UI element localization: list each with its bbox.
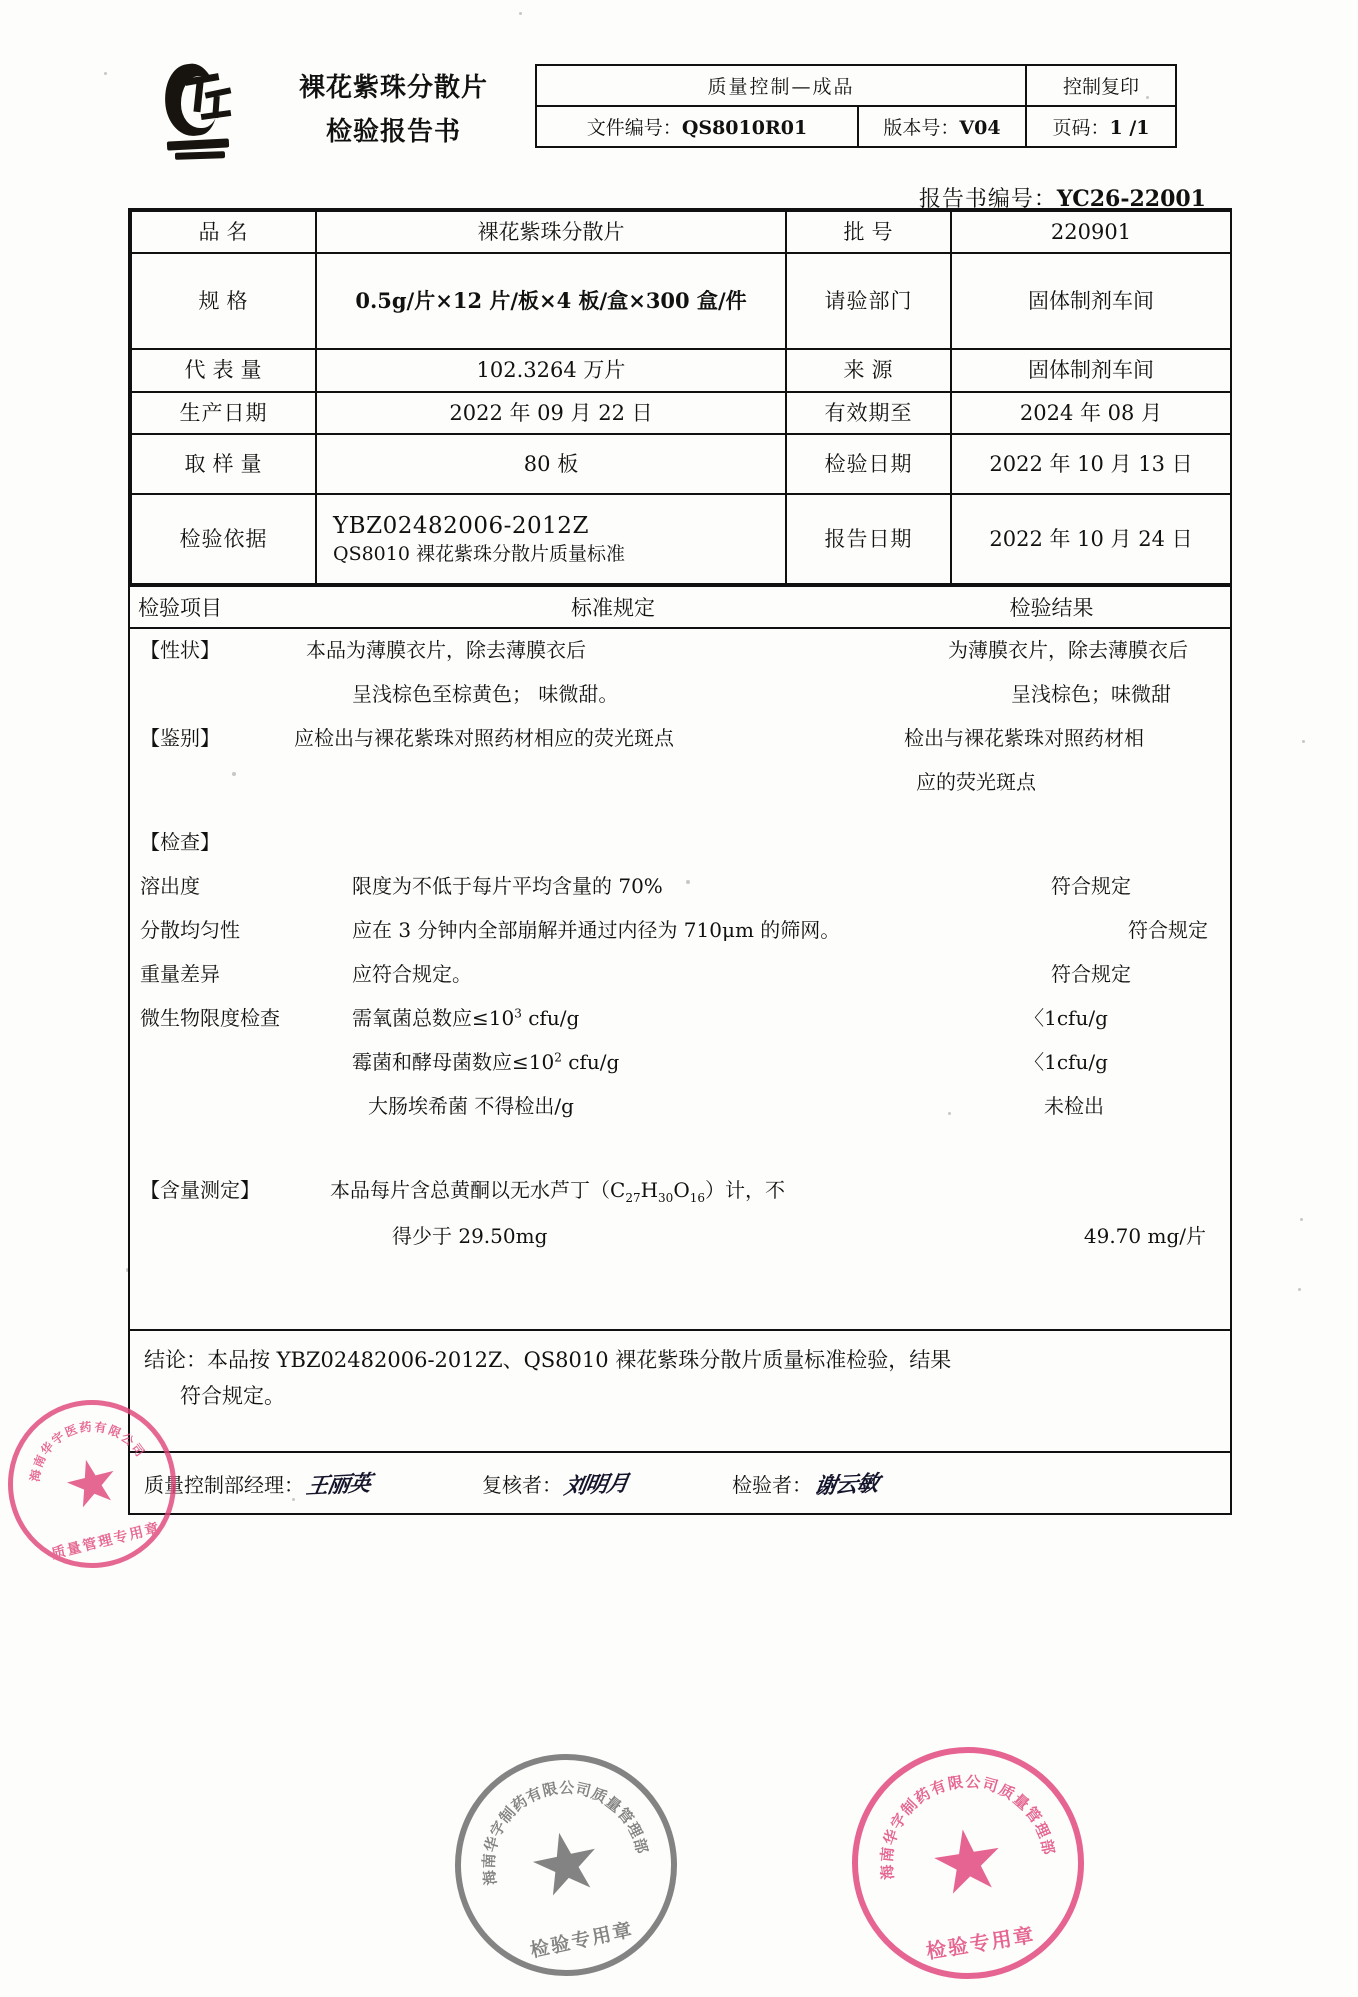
result-row-microbial-aerobic bbox=[130, 1003, 1230, 1033]
assay-formula-sub1: 27 bbox=[625, 1191, 641, 1206]
version-cell bbox=[858, 106, 1026, 147]
info-row-basis bbox=[131, 494, 1231, 584]
identification-item-label: 【鉴别】 bbox=[140, 726, 220, 751]
weight-variation-standard: 应符合规定。 bbox=[352, 962, 472, 987]
info-row-product bbox=[131, 211, 1231, 253]
expiry-value: 2024 年 08 月 bbox=[951, 392, 1231, 434]
microbial-mold-standard-suffix: cfu/g bbox=[561, 1050, 620, 1075]
assay-formula-d: ）计，不 bbox=[705, 1178, 786, 1203]
result-row-assay-2 bbox=[130, 1221, 1230, 1251]
scan-speck bbox=[1300, 1218, 1303, 1221]
manager-signature-block bbox=[144, 1468, 373, 1500]
mfg-date-value: 2022 年 09 月 22 日 bbox=[316, 392, 786, 434]
batch-value: 220901 bbox=[951, 211, 1231, 253]
stamp-gray-top-curve: 海 南 华 字 制 药 有 限 公 司 质 量 管 理 部 bbox=[479, 1778, 652, 1887]
version-label: 版本号： bbox=[883, 117, 960, 139]
report-date-value: 2022 年 10 月 24 日 bbox=[951, 494, 1231, 584]
report-body-frame bbox=[128, 208, 1232, 1964]
request-dept-value: 固体制剂车间 bbox=[951, 253, 1231, 349]
results-header-standard: 标准规定 bbox=[571, 596, 655, 621]
reviewer-signature-block bbox=[482, 1468, 631, 1500]
basis-line-1: YBZ02482006-2012Z bbox=[333, 512, 589, 539]
result-row-examination-title bbox=[130, 827, 1230, 857]
assay-formula-c: O bbox=[673, 1178, 690, 1203]
assay-item-label: 【含量测定】 bbox=[140, 1178, 260, 1203]
qc-inspection-stamp-red bbox=[835, 1730, 1100, 1995]
expiry-label: 有效期至 bbox=[786, 392, 951, 434]
test-date-value: 2022 年 10 月 13 日 bbox=[951, 434, 1231, 494]
file-no-label: 文件编号： bbox=[586, 117, 682, 139]
identification-result-line1: 检出与裸花紫珠对照药材相 bbox=[904, 726, 1144, 751]
inspector-signature-block bbox=[732, 1468, 881, 1500]
result-row-weight-variation bbox=[130, 959, 1230, 989]
dissolution-item-label: 溶出度 bbox=[140, 874, 200, 899]
file-no-value: QS8010R01 bbox=[681, 117, 808, 139]
info-row-quantity bbox=[131, 349, 1231, 391]
microbial-aerobic-exponent: 3 bbox=[514, 1006, 522, 1021]
report-number-value: YC26-22001 bbox=[1056, 186, 1206, 212]
result-row-identification bbox=[130, 723, 1230, 753]
assay-standard-line2: 得少于 29.50mg bbox=[392, 1224, 548, 1249]
weight-variation-result: 符合规定 bbox=[1051, 962, 1131, 987]
results-table-header bbox=[130, 585, 1230, 627]
result-row-microbial-mold bbox=[130, 1047, 1230, 1077]
info-row-mfg-date bbox=[131, 392, 1231, 434]
assay-formula-sub3: 16 bbox=[689, 1191, 706, 1206]
file-no-cell bbox=[536, 106, 858, 147]
results-header-result: 检验结果 bbox=[1009, 596, 1094, 621]
dispersion-result: 符合规定 bbox=[1128, 918, 1208, 943]
result-row-appearance bbox=[130, 629, 1230, 665]
microbial-mold-standard bbox=[340, 1047, 902, 1077]
stamp-corner-bottom-text: 质量管理专用章 bbox=[50, 1519, 163, 1563]
header-meta-row-category bbox=[536, 65, 1176, 106]
assay-formula-b: H bbox=[640, 1178, 659, 1203]
inspector-signature-value: 谢云敏 bbox=[812, 1469, 881, 1500]
batch-label: 批号 bbox=[786, 211, 951, 253]
dissolution-result: 符合规定 bbox=[1051, 874, 1131, 899]
conclusion-line-2: 符合规定。 bbox=[180, 1383, 285, 1408]
test-date-label: 检验日期 bbox=[786, 434, 951, 494]
dispersion-standard: 应在 3 分钟内全部崩解并通过内径为 710μm 的筛网。 bbox=[352, 918, 841, 943]
source-value: 固体制剂车间 bbox=[951, 349, 1231, 391]
microbial-aerobic-result: 〈1cfu/g bbox=[1024, 1006, 1108, 1031]
examination-title: 【检查】 bbox=[140, 830, 220, 855]
stamp-red-top-curve: 海 南 华 字 制 药 有 限 公 司 质 量 管 理 部 bbox=[877, 1772, 1058, 1881]
qc-category-cell: 质量控制—成品 bbox=[536, 65, 1026, 106]
ecoli-result: 未检出 bbox=[1044, 1094, 1104, 1119]
info-row-sample-qty bbox=[131, 434, 1231, 494]
ecoli-standard: 大肠埃希菌 不得检出/g bbox=[368, 1094, 574, 1119]
page-no-value: 1 /1 bbox=[1109, 117, 1150, 139]
weight-variation-item-label: 重量差异 bbox=[140, 962, 220, 987]
basis-value bbox=[316, 494, 786, 584]
company-logo-icon bbox=[155, 60, 260, 170]
scan-speck bbox=[519, 12, 522, 15]
appearance-result-line2: 呈浅棕色；味微甜 bbox=[1011, 682, 1171, 707]
spec-label: 规格 bbox=[131, 253, 316, 349]
page-title-line2: 检验报告书 bbox=[325, 117, 461, 147]
stamp-corner-top-curve: 海 南 华 宇 医 药 有 限 公 司 bbox=[27, 1419, 148, 1483]
microbial-mold-result: 〈1cfu/g bbox=[1024, 1050, 1108, 1075]
basis-label: 检验依据 bbox=[131, 494, 316, 584]
assay-formula-sub2: 30 bbox=[658, 1191, 674, 1206]
conclusion-line-1: 结论：本品按 YBZ02482006-2012Z、QS8010 裸花紫珠分散片质量标准检验，结果 bbox=[144, 1348, 952, 1373]
results-header-item: 检验项目 bbox=[138, 596, 222, 621]
appearance-standard-line1: 本品为薄膜衣片，除去薄膜衣后 bbox=[306, 638, 586, 663]
result-row-dispersion bbox=[130, 915, 1230, 945]
result-row-identification-2 bbox=[130, 767, 1230, 797]
spec-value: 0.5g/片×12 片/板×4 板/盒×300 盒/件 bbox=[316, 253, 786, 349]
page-no-cell bbox=[1026, 106, 1176, 147]
source-label: 来源 bbox=[786, 349, 951, 391]
page-title bbox=[266, 66, 521, 154]
appearance-item-label: 【性状】 bbox=[140, 638, 220, 663]
result-row-appearance-2 bbox=[130, 679, 1230, 709]
product-value: 裸花紫珠分散片 bbox=[316, 211, 786, 253]
scan-speck bbox=[1302, 740, 1305, 743]
reviewer-signature-value: 刘明月 bbox=[562, 1469, 631, 1500]
manager-signature-value: 王丽英 bbox=[304, 1469, 373, 1500]
version-value: V04 bbox=[959, 117, 1001, 139]
document-header bbox=[155, 58, 1205, 178]
appearance-result-line1: 为薄膜衣片，除去薄膜衣后 bbox=[948, 638, 1188, 663]
signature-row bbox=[130, 1451, 1230, 1515]
inspector-signature-label: 检验者： bbox=[732, 1472, 813, 1497]
mfg-date-label: 生产日期 bbox=[131, 392, 316, 434]
qc-inspection-stamp-gray bbox=[434, 1733, 697, 1996]
manager-signature-label: 质量控制部经理： bbox=[144, 1472, 304, 1497]
assay-formula-a: 本品每片含总黄酮以无水芦丁（C bbox=[330, 1178, 626, 1203]
dispersion-item-label: 分散均匀性 bbox=[140, 918, 240, 943]
request-dept-label: 请验部门 bbox=[786, 253, 951, 349]
header-meta-row-ids bbox=[536, 106, 1176, 147]
assay-standard-line1 bbox=[330, 1175, 930, 1207]
page-no-label: 页码： bbox=[1052, 117, 1110, 139]
page-title-line1: 裸花紫珠分散片 bbox=[298, 73, 488, 103]
microbial-mold-exponent: 2 bbox=[554, 1050, 562, 1065]
quantity-label: 代表量 bbox=[131, 349, 316, 391]
assay-result: 49.70 mg/片 bbox=[1083, 1224, 1206, 1249]
dissolution-standard: 限度为不低于每片平均含量的 70% bbox=[352, 874, 663, 899]
product-info-table bbox=[130, 210, 1232, 585]
basis-line-2: QS8010 裸花紫珠分散片质量标准 bbox=[333, 542, 625, 565]
sample-qty-value: 80 板 bbox=[316, 434, 786, 494]
conclusion-section bbox=[130, 1329, 1230, 1451]
microbial-aerobic-standard-suffix: cfu/g bbox=[521, 1006, 580, 1031]
microbial-mold-standard-prefix: 霉菌和酵母菌数应≤10 bbox=[352, 1050, 555, 1075]
result-row-ecoli bbox=[130, 1091, 1230, 1121]
product-label: 品名 bbox=[131, 211, 316, 253]
info-row-spec bbox=[131, 253, 1231, 349]
appearance-standard-line2: 呈浅棕色至棕黄色； 味微甜。 bbox=[352, 682, 619, 707]
scan-speck bbox=[104, 72, 107, 75]
sample-qty-label: 取样量 bbox=[131, 434, 316, 494]
header-meta-table bbox=[535, 64, 1177, 148]
quantity-value: 102.3264 万片 bbox=[316, 349, 786, 391]
microbial-item-label: 微生物限度检查 bbox=[140, 1006, 280, 1031]
result-row-assay bbox=[130, 1175, 1230, 1207]
identification-result-line2: 应的荧光斑点 bbox=[916, 770, 1036, 795]
microbial-aerobic-standard bbox=[340, 1003, 902, 1033]
result-row-dissolution bbox=[130, 871, 1230, 901]
microbial-aerobic-standard-prefix: 需氧菌总数应≤10 bbox=[352, 1006, 515, 1031]
report-number-label: 报告书编号： bbox=[918, 187, 1057, 212]
report-date-label: 报告日期 bbox=[786, 494, 951, 584]
scan-speck bbox=[1298, 1288, 1301, 1291]
stamp-red-bottom-text: 检验专用章 bbox=[924, 1922, 1037, 1964]
control-copy-cell: 控制复印 bbox=[1026, 65, 1176, 106]
reviewer-signature-label: 复核者： bbox=[482, 1472, 563, 1497]
identification-standard: 应检出与裸花紫珠对照药材相应的荧光斑点 bbox=[294, 726, 674, 751]
stamp-gray-bottom-text: 检验专用章 bbox=[528, 1918, 636, 1963]
